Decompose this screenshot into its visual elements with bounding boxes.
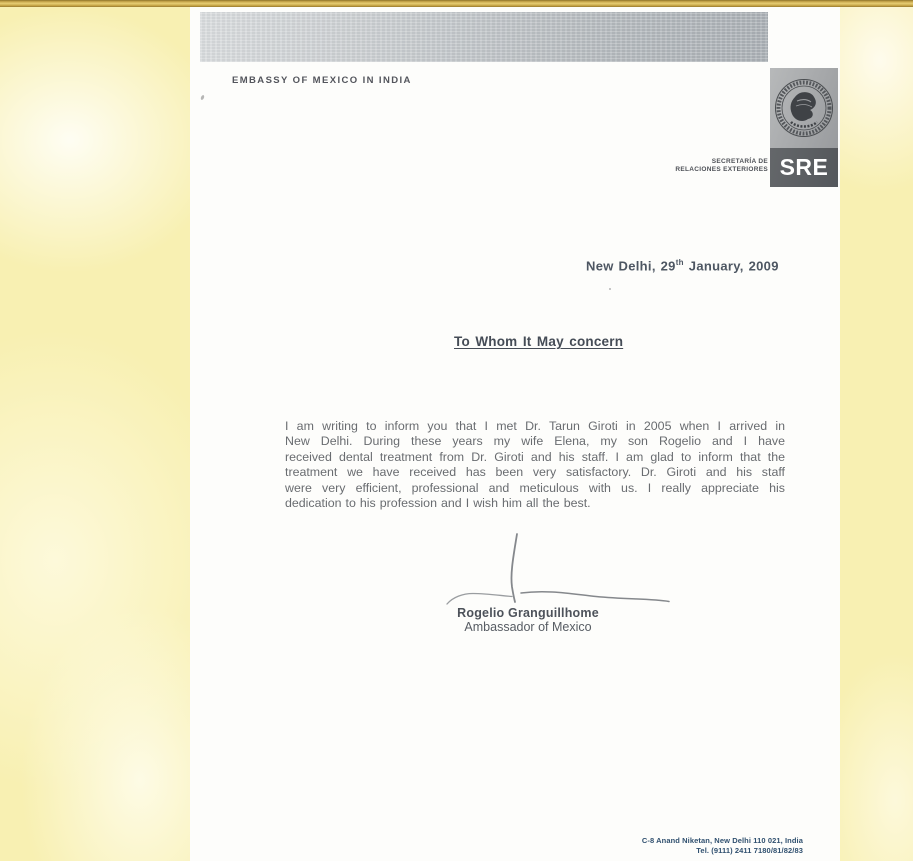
body-line: New Delhi. During these years my wife Elena, my son Rogelio and I have: [285, 434, 785, 449]
body-line: I am writing to inform you that I met Dr. Tarun Giroti in 2005 when I arrived in: [285, 419, 785, 433]
signatory-name: Rogelio Granguillhome: [457, 606, 599, 620]
scan-speck: [200, 95, 205, 101]
footer-address: C-8 Anand Niketan, New Delhi 110 021, India: [641, 836, 803, 845]
body-line: were very efficient, professional and meticulous with us. I really appreciate his: [285, 480, 785, 495]
body-line: received dental treatment from Dr. Giroti and his staff. I am glad to inform that the: [285, 449, 785, 464]
body-line: treatment we have received has been very satisfactory. Dr. Giroti and his staff: [285, 465, 785, 480]
footer-phone: Tel. (9111) 2411 7180/81/82/83: [696, 845, 803, 855]
date-line: [586, 258, 779, 273]
sre-acronym-block: [770, 148, 838, 187]
secretaria-line-1: SECRETARÍA DE: [711, 158, 768, 165]
body-line: dedication to his profession and I wish him all the best.: [285, 496, 591, 511]
secretaria-line-2: RELACIONES EXTERIORES: [675, 166, 768, 173]
embassy-header: EMBASSY OF MEXICO IN INDIA: [232, 75, 412, 86]
date-prefix: New Delhi, 29: [586, 258, 676, 274]
letter-footer: [642, 836, 803, 855]
letter-document: [190, 7, 840, 861]
sre-seal-box: [770, 68, 838, 148]
scan-artifact-band: [200, 12, 768, 62]
signatory-title: Ambassador of Mexico: [464, 620, 592, 634]
mexican-coat-of-arms-icon: [773, 77, 835, 139]
date-suffix: January, 2009: [683, 258, 779, 274]
letter-body: [285, 419, 785, 511]
scan-speck: [609, 288, 611, 290]
sre-acronym: SRE: [779, 154, 829, 180]
signature-ink: [420, 527, 680, 617]
top-gold-bar: [0, 0, 913, 7]
salutation: To Whom It May concern: [454, 334, 624, 349]
secretaria-label: [675, 158, 768, 174]
date-ordinal: th: [675, 258, 684, 267]
